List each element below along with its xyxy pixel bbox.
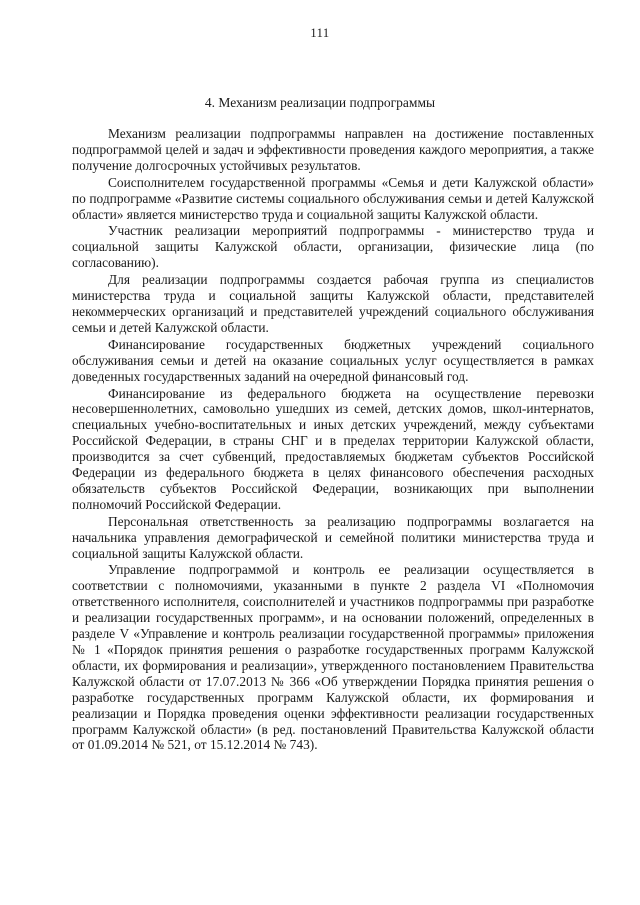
section-title: 4. Механизм реализации подпрограммы bbox=[204, 95, 436, 110]
page-number: 111 bbox=[310, 26, 330, 40]
paragraph: Управление подпрограммой и контроль ее реализации осуществляется в соответствии с полномочиями, указанными в пункте 2 раздела VI «Полномочия ответственного исполнителя, соисполнителей и участников подпрограммы при разработке и реализации государственных программ», и на основании положений, определенных в разделе V «Управление и контроль реализации государственной программы» приложения № 1 «Порядок принятия решения о разработке государственных программ Калужской области, их формирования и реализации», утвержденного постановлением Правительства Калужской области от 17.07.2013 № 366 «Об утверждении Порядка принятия решения о разработке государственных программ Калужской области, их формирования и реализации и Порядка проведения оценки эффективности реализации государственных программ Калужской области» (в ред. постановлений Правительства Калужской области от 01.09.2014 № 521, от 15.12.2014 № 743). bbox=[72, 562, 594, 753]
paragraph: Соисполнителем государственной программы «Семья и дети Калужской области» по подпрограмме «Развитие системы социального обслуживания семьи и детей Калужской области» является министерство труда и социальной защиты Калужской области. bbox=[72, 174, 594, 222]
paragraph: Финансирование государственных бюджетных учреждений социального обслуживания семьи и детей на оказание социальных услуг осуществляется в рамках доведенных государственных заданий на очередной финансовый год. bbox=[72, 336, 594, 384]
paragraph: Персональная ответственность за реализацию подпрограммы возлагается на начальника управления демографической и семейной политики министерства труда и социальной защиты Калужской области. bbox=[72, 513, 594, 561]
paragraph: Финансирование из федерального бюджета на осуществление перевозки несовершеннолетних, самовольно ушедших из семей, детских домов, школ-интернатов, специальных учебно-воспитательных и иных детских учреждений, между субъектами Российской Федерации, в страны СНГ и в пределах территории Калужской области, производится за счет субвенций, предоставляемых бюджетам субъектов Российской Федерации из федерального бюджета в целях финансового обеспечения расходных обязательств субъектов Российской Федерации, возникающих при выполнении полномочий Российской Федерации. bbox=[72, 385, 594, 512]
paragraph: Участник реализации мероприятий подпрограммы - министерство труда и социальной защиты Калужской области, организации, физические лица (по согласованию). bbox=[72, 223, 594, 271]
section-body bbox=[72, 126, 594, 754]
paragraph: Механизм реализации подпрограммы направлен на достижение поставленных подпрограммой целей и задач и эффективности проведения каждого мероприятия, а также получение долгосрочных устойчивых результатов. bbox=[72, 126, 594, 173]
paragraph: Для реализации подпрограммы создается рабочая группа из специалистов министерства труда и социальной защиты Калужской области, представителей некоммерческих организаций и представителей учреждений социального обслуживания семьи и детей Калужской области. bbox=[72, 272, 594, 335]
